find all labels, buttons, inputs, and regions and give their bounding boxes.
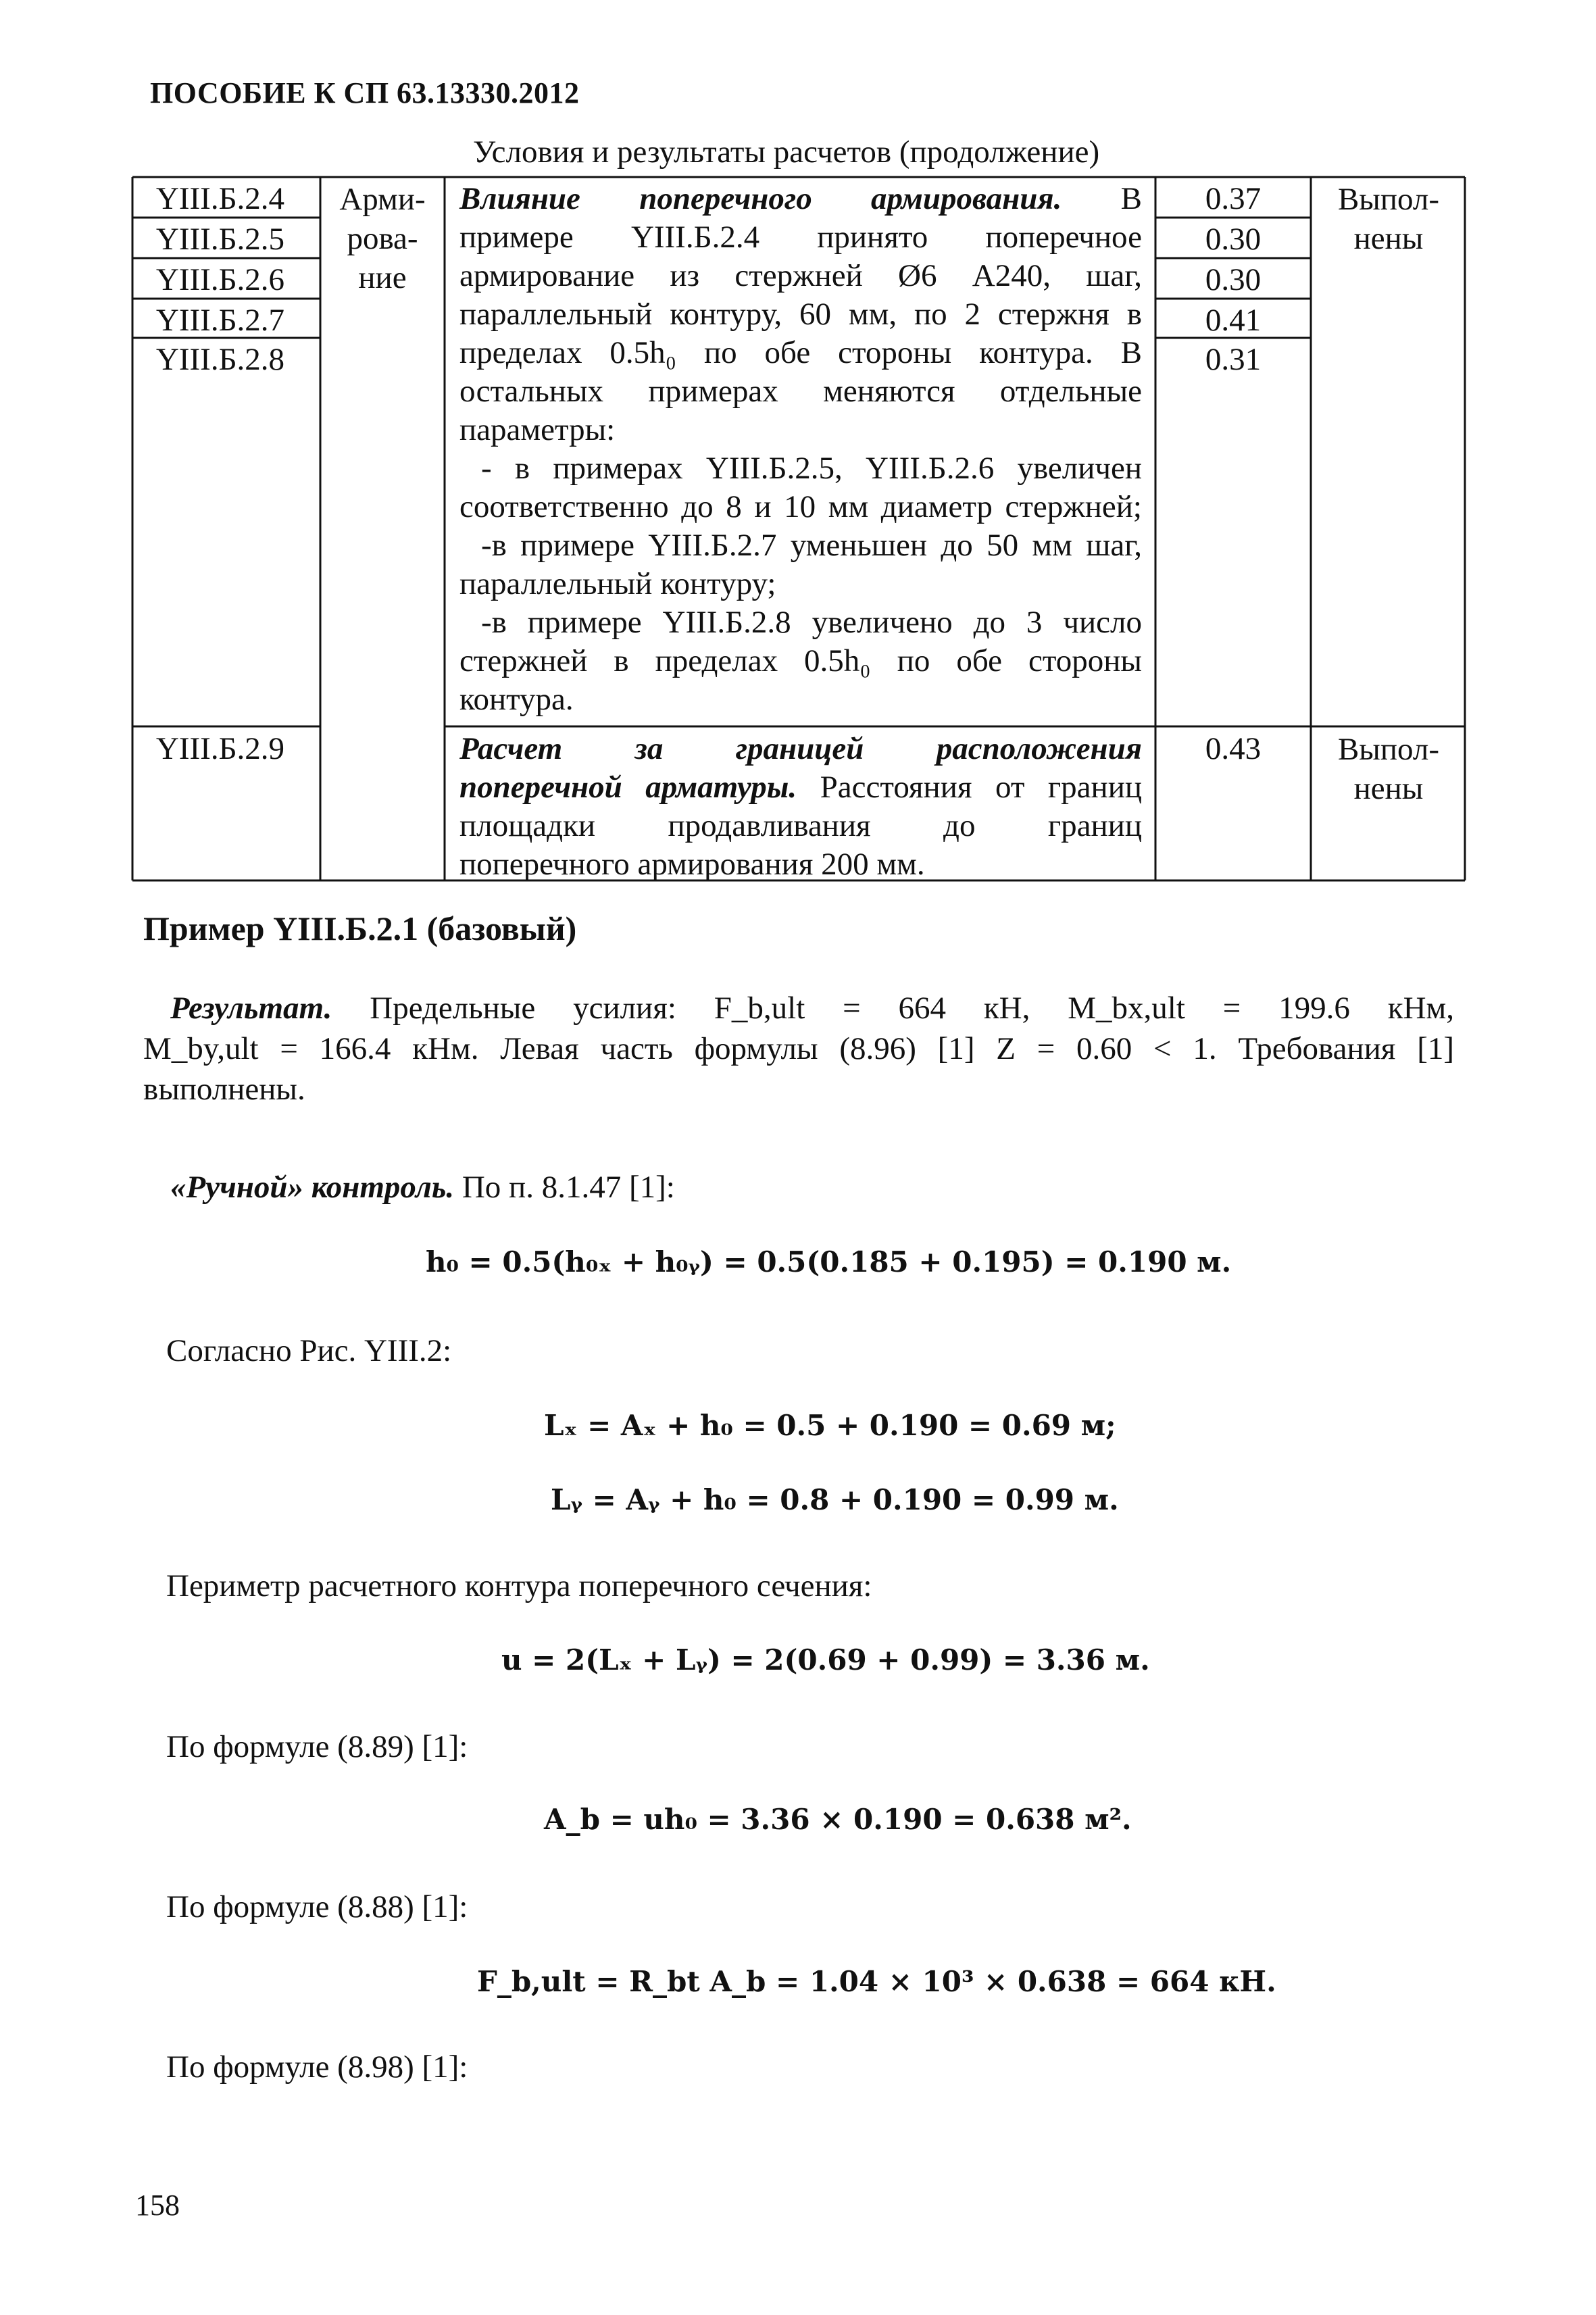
description-line: контура.: [459, 682, 574, 717]
formula-ref-889: По формуле (8.89) [1]:: [166, 1729, 468, 1764]
description-line: [459, 180, 1142, 218]
result-label: Результат.: [170, 991, 332, 1026]
section-heading: Пример YIII.Б.2.1 (базовый): [143, 910, 577, 947]
condition-line: ние: [358, 260, 407, 295]
result-line: M_by,ult = 166.4 кНм. Левая часть формулы (8.96) [1] Z = 0.60 < 1. Требования [1]: [143, 1031, 1454, 1066]
description-line: пределах 0.5h₀ по обе стороны контура. В: [459, 335, 1142, 370]
result-text: Предельные усилия: F_b,ult = 664 кН, M_bx,ult = 199.6 кНм,: [370, 991, 1455, 1026]
value-cell: 0.30: [1205, 222, 1262, 257]
formula-ref-898: По формуле (8.98) [1]:: [166, 2049, 468, 2085]
code-cell: YIII.Б.2.9: [155, 731, 285, 766]
result-cell: [1312, 180, 1465, 258]
control-paragraph: [170, 1169, 675, 1205]
result-paragraph: [143, 988, 1454, 1110]
code-cell: YIII.Б.2.6: [155, 262, 285, 297]
result-line: нены: [1353, 771, 1424, 806]
formula-h0: h₀ = 0.5(h₀ₓ + h₀ᵧ) = 0.5(0.185 + 0.195) = 0.190 м.: [426, 1245, 1232, 1278]
code-cell: YIII.Б.2.7: [155, 303, 285, 338]
formula-fb: F_b,ult = R_bt A_b = 1.04 × 10³ × 0.638 = 664 кН.: [477, 1965, 1276, 1998]
description-line: [459, 768, 1142, 807]
description-line: остальных примерах меняются отдельные: [459, 374, 1142, 409]
formula-ref-888: По формуле (8.88) [1]:: [166, 1889, 468, 1924]
description-line: соответственно до 8 и 10 мм диаметр стержней;: [459, 489, 1142, 524]
result-line: [143, 988, 1454, 1028]
description-text: В: [1120, 181, 1143, 216]
description-line: армирование из стержней Ø6 А240, шаг,: [459, 258, 1142, 293]
value-cell: 0.37: [1205, 181, 1262, 216]
value-cell: 0.30: [1205, 262, 1262, 297]
description-title: поперечной арматуры.: [459, 770, 797, 805]
description-line: параметры:: [459, 412, 616, 447]
formula-ly: Lᵧ = Aᵧ + h₀ = 0.8 + 0.190 = 0.99 м.: [551, 1483, 1119, 1516]
result-line: Выпол-: [1337, 732, 1440, 767]
value-cell: 0.41: [1205, 303, 1262, 338]
page-header: ПОСОБИЕ К СП 63.13330.2012: [150, 76, 580, 109]
condition-cell: [323, 180, 442, 297]
code-cell: YIII.Б.2.8: [155, 342, 285, 377]
condition-line: Арми-: [339, 182, 426, 217]
description-line: параллельный контуру;: [459, 566, 776, 601]
description-line: примере YIII.Б.2.4 принято поперечное: [459, 220, 1142, 255]
code-cell: YIII.Б.2.4: [155, 181, 285, 216]
condition-line: рова-: [347, 221, 418, 256]
description-cell: [459, 730, 1142, 884]
description-line: стержней в пределах 0.5h₀ по обе стороны: [459, 643, 1142, 678]
result-cell: [1312, 730, 1465, 808]
value-cell: 0.31: [1205, 342, 1262, 377]
result-line: нены: [1353, 221, 1424, 256]
control-text: По п. 8.1.47 [1]:: [462, 1170, 675, 1205]
perimeter-text: Периметр расчетного контура поперечного сечения:: [166, 1568, 872, 1603]
formula-u: u = 2(Lₓ + Lᵧ) = 2(0.69 + 0.99) = 3.36 м.: [501, 1643, 1150, 1676]
description-line: площадки продавливания до границ: [459, 808, 1142, 843]
code-cell: YIII.Б.2.5: [155, 222, 285, 257]
description-text: Расстояния от границ: [820, 770, 1142, 805]
result-line: выполнены.: [143, 1072, 305, 1107]
description-line: параллельный контуру, 60 мм, по 2 стержня в: [459, 297, 1142, 332]
see-figure-text: Согласно Рис. YIII.2:: [166, 1333, 452, 1368]
formula-lx: Lₓ = Aₓ + h₀ = 0.5 + 0.190 = 0.69 м;: [544, 1409, 1116, 1442]
control-label: «Ручной» контроль.: [170, 1170, 455, 1205]
description-title: Влияние поперечного армирования.: [459, 181, 1062, 216]
description-line: - в примерах YIII.Б.2.5, YIII.Б.2.6 увеличен: [481, 451, 1142, 486]
formula-ab: A_b = uh₀ = 3.36 × 0.190 = 0.638 м².: [544, 1803, 1132, 1836]
table-caption: Условия и результаты расчетов (продолжение): [473, 134, 1100, 170]
result-line: Выпол-: [1337, 182, 1440, 217]
description-line: поперечного армирования 200 мм.: [459, 847, 925, 882]
description-cell: [459, 180, 1142, 719]
description-line: -в примере YIII.Б.2.7 уменьшен до 50 мм шаг,: [481, 528, 1142, 563]
value-cell: 0.43: [1205, 731, 1262, 766]
page-number: 158: [135, 2189, 180, 2222]
description-line: -в примере YIII.Б.2.8 увеличено до 3 число: [481, 605, 1142, 640]
description-title: Расчет за границей расположения: [459, 731, 1142, 766]
